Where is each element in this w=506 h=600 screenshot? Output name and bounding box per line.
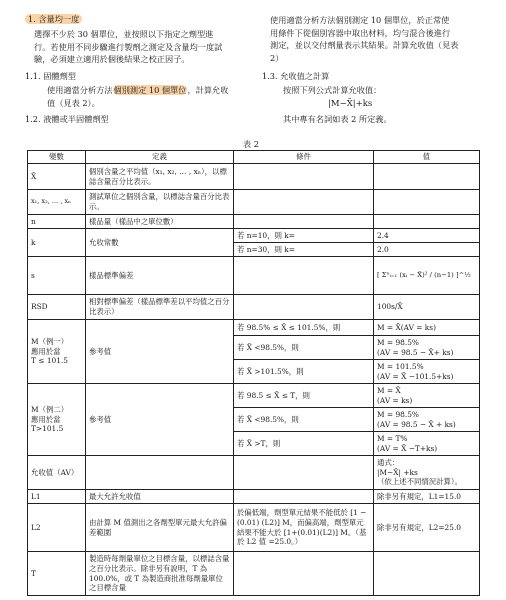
paragraph-line: 驗，必須建立適用於個後結果之校正因子。 [34,54,190,64]
cell-condition: 若 98.5 ≤ X̄ ≤ T，則 [234,384,374,408]
cell-value: 100s/X̄ [374,295,480,320]
section-1-heading [25,13,82,26]
cell-condition: 若 X̄ <98.5%，則 [234,336,374,360]
cell-value [374,552,480,596]
cell-condition: 於偏低端，劑型單元結果不能低於 [1 − (0.01) (L2)] M，而偏高端，劑型單元結果不能大於 [1+(0.01)(L2)] M。（基於 L2 值 =25.0。） [234,504,374,552]
cell-variable: M（例一） 應用於當 T ≤ 101.5 [28,320,86,384]
table-row [28,456,480,490]
paragraph-line: 使用適當分析方法個別測定 10 個單位，於正常使 [270,15,450,25]
cell-value: M = 101.5% (AV = X̄ −101.5+ks) [374,360,480,384]
cell-condition: 若 X̄ >101.5%，則 [234,360,374,384]
cell-definition: 測試單位之個別含量，以標誌含量百分比表示。 [86,190,234,215]
cell-definition: 由計算 M 值測出之各劑型單元最大允許偏差範圍 [86,504,234,552]
cell-variable: L2 [28,504,86,552]
table-row [28,490,480,504]
cell-value [374,164,480,190]
table-row [28,295,480,320]
cell-definition: 樣品標準偏差 [86,257,234,295]
cell-value: M = X̄ (AV = ks) [374,384,480,408]
cell-definition: 個別含量之平均值（x₁, x₂, … , xₙ），以標誌含量百分比表示。 [86,164,234,190]
cell-variable: RSD [28,295,86,320]
table-row [28,504,480,552]
header-definition: 定義 [86,151,234,164]
section-1-3-title: 1.3. 允收值之計算 [262,71,330,81]
cell-variable: s [28,257,86,295]
section-1-3-line: 其中專有名詞如表 2 所定義。 [283,114,392,124]
table-caption: 表 2 [243,139,259,149]
header-variable: 變數 [28,151,86,164]
header-condition: 條件 [234,151,374,164]
cell-definition: 樣品量（樣品中之單位數） [86,215,234,229]
table-row [28,190,480,215]
table-row [28,552,480,596]
cell-variable: 允收值（AV） [28,456,86,490]
cell-condition [234,215,374,229]
section-1-2-title: 1.2. 液體或半固體劑型 [25,114,109,124]
cell-value: 除非另有規定，L1=15.0 [374,490,480,504]
cell-value: M = X̄(AV = ks) [374,320,480,336]
section-1-title: 1. 含量均一度 [25,14,82,24]
cell-definition: 參考值 [86,320,234,384]
cell-value: M = 98.5% (AV = 98.5 − X̄+ ks) [374,336,480,360]
cell-value: 除非另有規定，L2=25.0 [374,504,480,552]
cell-definition: 允收常數 [86,229,234,257]
cell-condition [234,552,374,596]
section-1-3-line: 按照下列公式計算允收值： [283,85,382,95]
std-dev-formula: [ Σⁿᵢ₌₁ (xᵢ − X̄)² / (n−1) ]^½ [374,257,480,295]
cell-condition: 若 n=10，則 k= [234,229,374,243]
cell-variable: T [28,552,86,596]
table-row [28,257,480,295]
table-row [28,215,480,229]
cell-definition [86,456,234,490]
table-row [28,229,480,243]
cell-value [374,190,480,215]
cell-variable: k [28,229,86,257]
table-row [28,320,480,336]
cell-value: 通式： |M−X̄| +ks （依上述不同情況計算）。 [374,456,480,490]
cell-value: M = T% (AV = X̄ −T+ks) [374,432,480,456]
paragraph-line: 2） [270,52,284,63]
cell-condition [234,190,374,215]
table-row [28,384,480,408]
paragraph-line: 測定，並以交付劑量表示其結果。計算允收值（見表 [270,40,459,50]
cell-condition [234,490,374,504]
cell-condition: 若 98.5% ≤ X̄ ≤ 101.5%，則 [234,320,374,336]
highlight: 個別測定 10 個單位 [113,85,187,95]
cell-condition [234,164,374,190]
cell-variable: X̄ [28,164,86,190]
cell-condition [234,456,374,490]
cell-value: M = 98.5% (AV = 98.5 − X̄ + ks) [374,408,480,432]
table-header-row [28,151,480,164]
cell-definition: 參考值 [86,384,234,456]
section-1-1-paragraph: 使用適當分析方法個別測定 10 個單位，計算允收 值（見表 2）。 [47,85,229,108]
cell-condition: 若 X̄ >T，則 [234,432,374,456]
cell-value: 2.4 [374,229,480,243]
paragraph-line: 選擇不少於 30 個單位，並按照以下指定之劑型進 [34,29,214,39]
cell-value: 2.0 [374,243,480,257]
acceptance-formula: |M−X̄|+ks [328,99,373,109]
cell-variable: L1 [28,490,86,504]
cell-condition: 若 X̄ <98.5%，則 [234,408,374,432]
variables-table [27,150,480,596]
cell-condition [234,295,374,320]
cell-definition: 相對標準偏差（樣品標準差以平均值之百分比表示） [86,295,234,320]
cell-variable: M（例二） 應用於當 T>101.5 [28,384,86,456]
paragraph-line: 行。若使用不同步驟進行製劑之測定及含量均一度試 [34,41,223,52]
cell-condition [234,257,374,295]
table-row [28,164,480,190]
right-paragraph [270,14,458,64]
section-1-paragraph [34,28,222,66]
cell-definition: 最大允許允收值 [86,490,234,504]
paragraph-line: 用條件下從個別容器中取出材料，均勻混合後進行 [270,27,451,38]
cell-variable: x₁, x₂, … , xₙ [28,190,86,215]
cell-definition: 製造時每劑量單位之目標含量，以標誌含量之百分比表示。除非另有說明，T 為 100.0%，或 T 為製造商批准每劑量單位之目標含量 [86,552,234,596]
section-1-1-title: 1.1. 固體劑型 [25,71,76,81]
header-value: 值 [374,151,480,164]
cell-value [374,215,480,229]
cell-condition: 若 n=30，則 k= [234,243,374,257]
cell-variable: n [28,215,86,229]
